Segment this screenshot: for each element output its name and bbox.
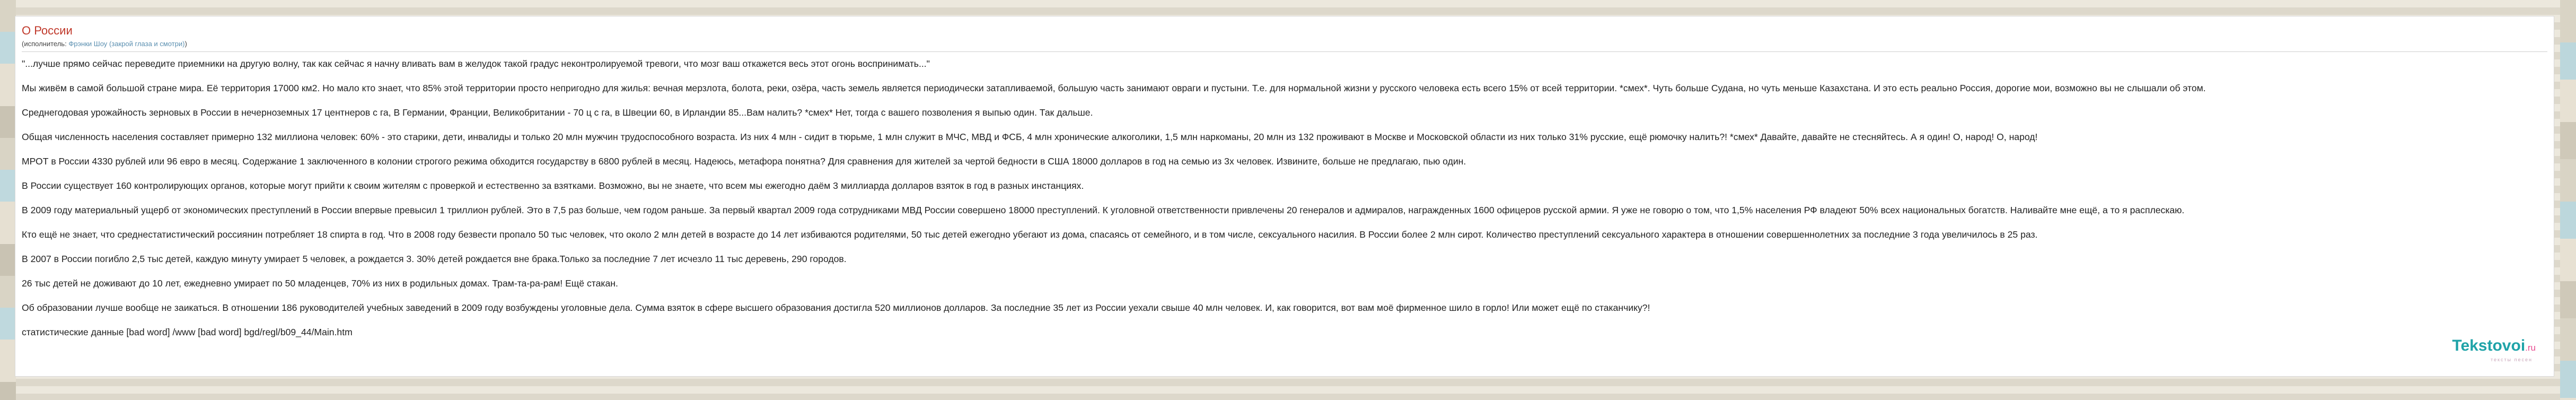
performer-link[interactable]: Фрэнки Шоу <box>68 40 108 48</box>
lyrics-paragraph: Кто ещё не знает, что среднестатистический россиянин потребляет 18 спирта в год. Что в 2008 году безвести пропало 50 тыс человек, что около 2 млн детей в возрасте до 14 лет избиваются родителями, 50 тыс детей ежегодно убегают из дома, спасаясь от семейного, и в том числе, сексуального насилия. В России более 2 млн сирот. Количество преступлений сексуального характера в отношении совершеннолетних за последние 3 года увеличилось в 25 раз. <box>22 229 2038 240</box>
right-background-strip <box>2560 0 2576 400</box>
performer-label: (исполнитель: <box>22 40 67 48</box>
song-title: О России <box>22 24 73 37</box>
lyrics-paragraph: В 2009 году материальный ущерб от экономических преступлений в России впервые превысил 1 триллион рублей. Это в 7,5 раз больше, чем годом раньше. За первый квартал 2009 года сотрудниками МВД России совершено 18000 преступлений. К уголовной ответственности привлечены 20 генералов и адмиралов, награжденных 1600 офицеров русской армии. Я уже не говорю о том, что 1,5% населения РФ владеют 50% всех национальных богатств. Наливайте мне ещё, а то я расплескаю. <box>22 205 2185 215</box>
performer-close: ) <box>184 40 187 48</box>
site-logo-ext: .ru <box>2525 343 2536 353</box>
title-divider <box>22 51 2547 52</box>
lyrics-paragraph: Мы живём в самой большой стране мира. Её территория 17000 км2. Но мало кто знает, что 85% этой территории просто непригодно для жилья: вечная мерзлота, болота, реки, озёра, часть земель является периодически затапливаемой, большую часть занимают овраги и пустыни. Т.е. для нормальной жизни у русского человека есть всего 15% от всей территории. *смех*. Чуть больше Судана, но чуть меньше Казахстана. И это есть реально Россия, дорогие мои, возможно вы не слышали об этом. <box>22 83 2206 93</box>
lyrics-paragraph: "...лучше прямо сейчас переведите приемники на другую волну, так как сейчас я начну вливать вам в желудок такой градус неконтролируемой тревоги, что мозг ваш откажется весь этот огонь воспринимать..." <box>22 58 930 69</box>
site-logo-tagline: тексты песен <box>2490 357 2533 362</box>
lyrics-paragraph: В России существует 160 контролирующих органов, которые могут прийти к своим жителям с проверкой и естественно за взятками. Возможно, вы не знаете, что всем мы ежегодно даём 3 миллиарда долларов взяток в год в разных инстанциях. <box>22 180 1084 191</box>
lyrics-paragraph: статистические данные [bad word] /www [bad word] bgd/regl/b09_44/Main.htm <box>22 327 353 337</box>
left-background-strip <box>0 0 16 400</box>
lyrics-paragraph: В 2007 в России погибло 2,5 тыс детей, каждую минуту умирает 5 человек, а рождается 3. 30% детей рождается вне брака.Только за последние 7 лет исчезло 11 тыс деревень, 290 городов. <box>22 254 847 264</box>
lyrics-paragraph: 26 тыс детей не доживают до 10 лет, ежедневно умирает по 50 младенцев, 70% из них в родильных домах. Трам-та-ра-рам! Ещё стакан. <box>22 278 618 289</box>
performer-line <box>22 40 187 48</box>
lyrics-paragraph: Об образовании лучше вообще не заикаться. В отношении 186 руководителей учебных заведений в 2009 году возбуждены уголовные дела. Сумма взяток в сфере высшего образования достигла 520 миллионов долларов. За последние 35 лет из России уехали свыше 40 млн человек. И, как говорится, вот вам моё фирменное шило в горло! Или может ещё по стаканчику?! <box>22 302 1650 313</box>
lyrics-body <box>22 56 2547 349</box>
site-logo[interactable] <box>2452 337 2536 355</box>
lyrics-paragraph: МРОТ в России 4330 рублей или 96 евро в месяц. Содержание 1 заключенного в колонии строгого режима обходится государству в 6800 рублей в месяц. Надеюсь, метафора понятна? Для сравнения для жителей за чертой бедности в США 18000 долларов в год на семью из 3х человек. Извините, больше не предлагаю, пью один. <box>22 156 1466 167</box>
site-logo-name: Tekstovoi <box>2452 337 2526 354</box>
album-link[interactable]: (закрой глаза и смотри) <box>109 40 185 48</box>
lyrics-paragraph: Среднегодовая урожайность зерновых в России в нечерноземных 17 центнеров с га, В Германии, Франции, Великобритании - 70 ц с га, в Швеции 60, в Ирландии 85...Вам налить? *смех* Нет, тогда с вашего позволения я выпью один. Так дальше. <box>22 107 1093 118</box>
lyrics-card <box>15 16 2554 377</box>
lyrics-paragraph: Общая численность населения составляет примерно 132 миллиона человек: 60% - это старики, дети, инвалиды и только 20 млн мужчин трудоспособного возраста. Из них 4 млн - сидит в тюрьме, 1 млн служит в МЧС, МВД и ФСБ, 4 млн хронические алкоголики, 1,5 млн наркоманы, 20 млн из 132 проживают в Москве и Московской области из них только 31% русские, ещё рюмочку налить?! *смех* Давайте, давайте не стесняйтесь. А я один! О, народ! О, народ! <box>22 132 2038 142</box>
